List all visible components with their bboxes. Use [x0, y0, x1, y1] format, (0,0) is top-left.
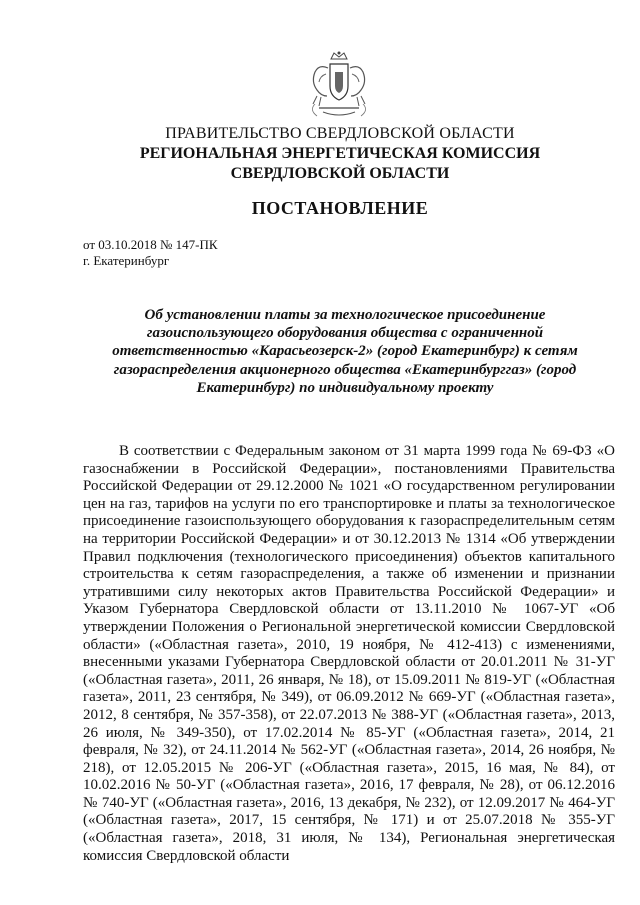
government-name: ПРАВИТЕЛЬСТВО СВЕРДЛОВСКОЙ ОБЛАСТИ — [165, 125, 515, 142]
commission-name: РЕГИОНАЛЬНАЯ ЭНЕРГЕТИЧЕСКАЯ КОМИССИЯ — [139, 145, 541, 162]
document-title: Об установлении платы за технологическое присоединение газоиспользующего оборудования общества с ограниченной ответственностью «Карасьеозерск-2» (город Екатеринбург) к сетям газораспределения акционерного общества «Екатеринбурггаз» (город Екатеринбург) по индивидуальному проекту — [112, 307, 578, 396]
document-body: В соответствии с Федеральным законом от 31 марта 1999 года № 69-ФЗ «О газоснабжении в Российской Федерации», постановлениями Правительства Российской Федерации от 29.12.2000 № 1021 «О государственном регулировании цен на газ, тарифов на услуги по его транспортировке и платы за технологическое присоединение газоиспользующего оборудования к газораспределительным сетям на территории Российской Федерации» и от 30.12.2013 № 1314 «Об утверждении Правил подключения (технологического присоединения) объектов капитального строительства к сетям газораспределения, а также об изменении и признании утратившими силу некоторых актов Правительства Российской Федерации» и Указом Губернатора Свердловской области от 13.11.2010 № 1067-УГ «Об утверждении Положения о Региональной энергетической комиссии Свердловской области» («Областная газета», 2010, 19 ноября, № 412-413) с изменениями, внесенными указами Губернатора Свердловской области от 20.01.2011 № 31-УГ («Областная газета», 2011, 26 января, № 18), от 15.09.2011 № 819-УГ («Областная газета», 2011, 23 сентября, № 349), от 06.09.2012 № 669-УГ («Областная газета», 2012, 8 сентября, № 357-358), от 22.07.2013 № 388-УГ («Областная газета», 2013, 26 июля, № 349-350), от 17.02.2014 № 85-УГ («Областная газета», 2014, 21 февраля, № 32), от 24.11.2014 № 562-УГ («Областная газета», 2014, 26 ноября, № 218), от 12.05.2015 № 206-УГ («Областная газета», 2015, 16 мая, № 84), от 10.02.2016 № 50-УГ («Областная газета», 2016, 17 февраля, № 28), от 06.12.2016 № 740-УГ («Областная газета», 2016, 13 декабря, № 232), от 12.09.2017 № 464-УГ («Областная газета», 2017, 15 сентября, № 171) и от 25.07.2018 № 355-УГ («Областная газета», 2018, 31 июля, № 134), Региональная энергетическая комиссия Свердловской области — [83, 443, 615, 864]
coat-of-arms-icon — [299, 50, 379, 122]
region-name: СВЕРДЛОВСКОЙ ОБЛАСТИ — [230, 165, 450, 182]
document-type: ПОСТАНОВЛЕНИЕ — [251, 198, 429, 218]
document-city: г. Екатеринбург — [83, 253, 170, 268]
document-date-number: от 03.10.2018 № 147-ПК — [83, 237, 218, 252]
